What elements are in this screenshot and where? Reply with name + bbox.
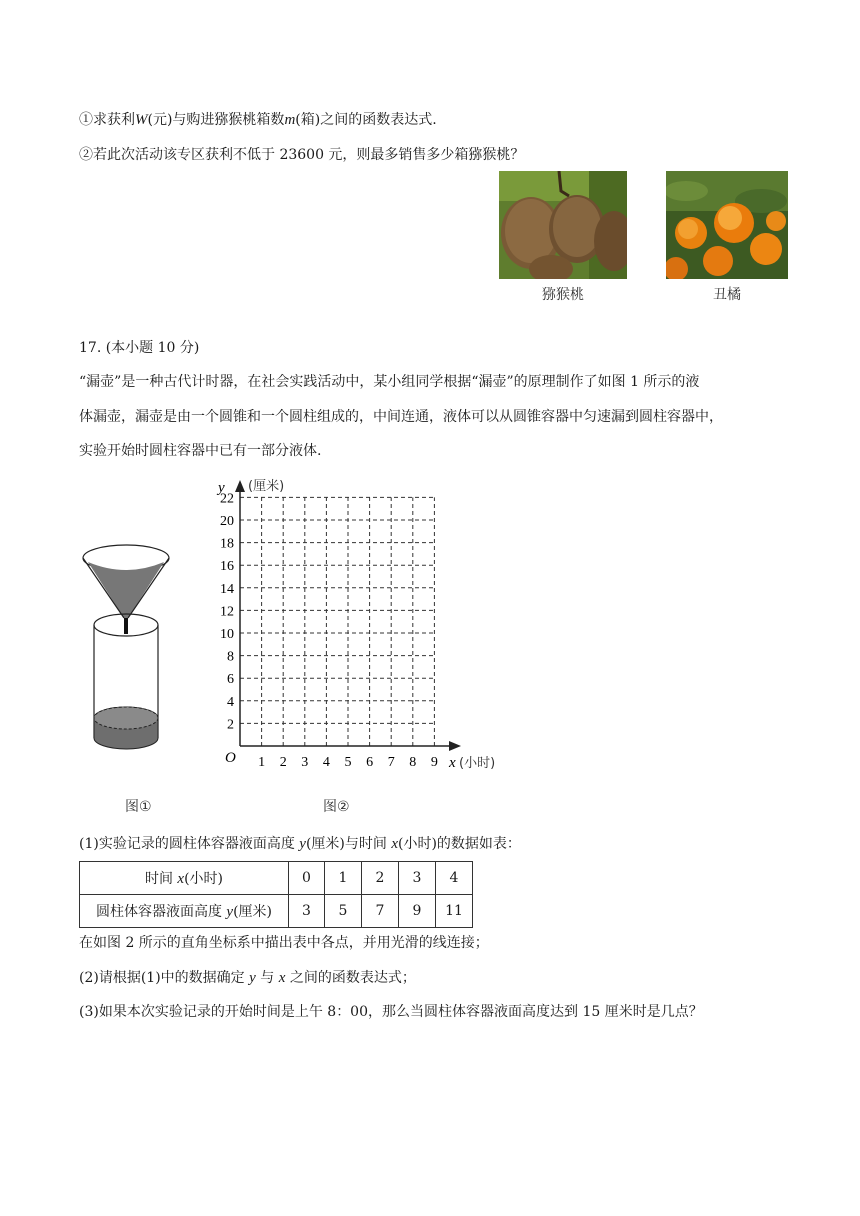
part-1-text-a: (1)实验记录的圆柱体容器液面高度 xyxy=(79,836,300,852)
x-tick-label: 8 xyxy=(409,755,417,770)
row-header-text: 圆柱体容器液面高度 xyxy=(95,904,227,920)
kiwi-photo xyxy=(499,171,627,279)
x-tick-label: 1 xyxy=(258,755,266,770)
y-axis-label: y xyxy=(218,480,225,496)
x-tick-label: 2 xyxy=(279,755,287,770)
y-axis-arrow xyxy=(235,480,245,492)
row-header-text: 时间 xyxy=(144,871,178,887)
table-cell: 3 xyxy=(289,895,325,928)
q17-intro-line-3: 实验开始时圆柱容器中已有一部分液体. xyxy=(79,443,322,459)
x-tick-label: 7 xyxy=(387,755,395,770)
y-tick-label: 20 xyxy=(220,514,234,529)
x-tick-label: 5 xyxy=(344,755,352,770)
q17-intro-line-2: 体漏壶，漏壶是由一个圆锥和一个圆柱组成的，中间连通，液体可以从圆锥容器中匀速漏到圆柱容器中， xyxy=(79,409,723,425)
var-x: x xyxy=(391,836,398,852)
q16-item-1 xyxy=(79,110,437,130)
x-tick-label: 3 xyxy=(301,755,309,770)
x-axis-label: x xyxy=(449,755,456,771)
part-1-text-c: (小时)的数据如表： xyxy=(398,836,521,852)
q16-item-1-text-c: (箱)之间的函数表达式. xyxy=(295,112,437,128)
var-x: x xyxy=(177,871,185,887)
part-2-text-a: (2)请根据(1)中的数据确定 xyxy=(79,970,250,986)
x-tick-label: 4 xyxy=(322,755,330,770)
part-1-text-b: (厘米)与时间 xyxy=(305,836,392,852)
orange-photo xyxy=(666,171,788,279)
x-axis-arrow xyxy=(449,741,461,751)
table-cell: 4 xyxy=(436,862,473,895)
figure-2-coordinate-grid xyxy=(205,470,515,780)
q16-item-1-text-a: ①求获利 xyxy=(79,112,135,128)
y-tick-label: 2 xyxy=(227,717,234,733)
y-tick-label: 8 xyxy=(227,649,234,665)
part-2-text-b: 与 xyxy=(255,970,279,986)
kiwi-caption: 猕猴桃 xyxy=(542,287,584,303)
y-tick-label: 12 xyxy=(220,604,234,620)
part-2-text-c: 之间的函数表达式； xyxy=(285,970,416,986)
figure-1-caption: 图① xyxy=(125,799,152,815)
orange-caption: 丑橘 xyxy=(713,287,741,303)
table-row xyxy=(80,895,473,928)
q16-item-1-text-b: (元)与购进猕猴桃箱数 xyxy=(147,112,285,128)
table-cell: 3 xyxy=(399,862,436,895)
y-axis-unit: (厘米) xyxy=(248,479,285,494)
table-cell: 7 xyxy=(362,895,399,928)
row-header-unit: (厘米) xyxy=(233,904,273,920)
y-tick-labels xyxy=(220,491,234,732)
y-tick-label: 6 xyxy=(227,672,234,688)
table-row xyxy=(80,862,473,895)
table-cell: 9 xyxy=(399,895,436,928)
y-tick-label: 16 xyxy=(220,559,234,575)
row-header-time xyxy=(80,862,289,895)
table-cell: 11 xyxy=(436,895,473,928)
table-cell: 1 xyxy=(325,862,362,895)
x-tick-label: 6 xyxy=(366,755,374,770)
var-y: y xyxy=(249,970,256,986)
var-x: x xyxy=(278,970,286,986)
var-m: m xyxy=(284,112,296,128)
x-tick-labels xyxy=(258,755,438,770)
table-cell: 5 xyxy=(325,895,362,928)
var-y: y xyxy=(226,904,234,920)
plot-instruction: 在如图 2 所示的直角坐标系中描出表中各点，并用光滑的线连接； xyxy=(79,935,489,951)
q17-part-3: (3)如果本次实验记录的开始时间是上午 8：00，那么当圆柱体容器液面高度达到 15 厘米时是几点？ xyxy=(79,1004,703,1020)
var-y: y xyxy=(299,836,306,852)
figure-2-caption: 图② xyxy=(323,799,350,815)
var-W: W xyxy=(135,112,148,128)
y-tick-label: 18 xyxy=(220,536,234,552)
figure-1-clepsydra xyxy=(78,538,174,763)
y-tick-label: 10 xyxy=(220,627,234,642)
table-cell: 2 xyxy=(362,862,399,895)
table-cell: 0 xyxy=(289,862,325,895)
row-header-height xyxy=(80,895,289,928)
y-tick-label: 14 xyxy=(220,581,234,597)
y-tick-label: 22 xyxy=(220,491,234,507)
y-tick-label: 4 xyxy=(227,694,234,710)
q17-part-2 xyxy=(79,968,416,988)
data-table xyxy=(79,861,473,928)
origin-label: O xyxy=(225,750,236,766)
q17-part-1 xyxy=(79,834,521,854)
x-axis-unit: (小时) xyxy=(459,756,496,771)
x-tick-label: 9 xyxy=(430,755,438,770)
q16-item-2: ②若此次活动该专区获利不低于 23600 元，则最多销售多少箱猕猴桃？ xyxy=(79,147,525,163)
grid-lines xyxy=(240,497,434,746)
q17-intro-line-1: “漏壶”是一种古代计时器，在社会实践活动中，某小组同学根据“漏壶”的原理制作了如图 1 所示的液 xyxy=(79,374,700,390)
row-header-unit: (小时) xyxy=(184,871,224,887)
q17-header: 17. (本小题 10 分) xyxy=(79,340,200,356)
